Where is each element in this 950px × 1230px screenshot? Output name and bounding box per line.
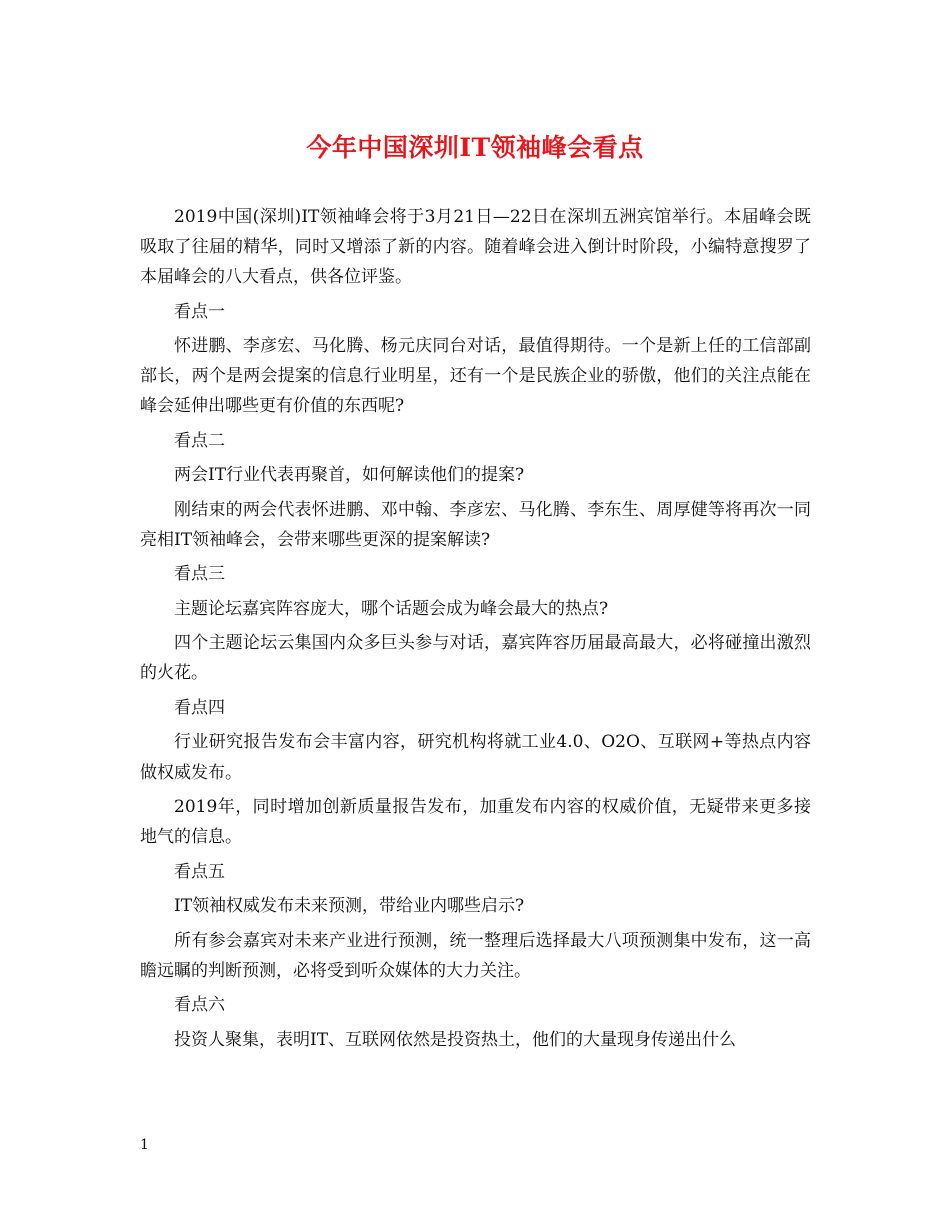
- document-body: [140, 202, 811, 1059]
- section-heading: 看点二: [174, 430, 225, 451]
- paragraph: 主题论坛嘉宾阵容庞大，哪个话题会成为峰会最大的热点?: [174, 598, 609, 619]
- page-number: 1: [140, 1137, 149, 1153]
- paragraph: 行业研究报告发布会丰富内容，研究机构将就工业4.0、O2O、互联网+等热点内容做权威发布。: [140, 732, 811, 783]
- paragraph: 投资人聚集，表明IT、互联网依然是投资热土，他们的大量现身传递出什么: [174, 1029, 737, 1050]
- paragraph: 2019年，同时增加创新质量报告发布，加重发布内容的权威价值，无疑带来更多接地气的信息。: [140, 796, 811, 848]
- page-title: 今年中国深圳IT领袖峰会看点: [306, 133, 644, 162]
- paragraph: 两会IT行业代表再聚首，如何解读他们的提案?: [174, 465, 525, 486]
- paragraph: 2019中国(深圳)IT领袖峰会将于3月21日—22日在深圳五洲宾馆举行。本届峰会既吸取了往届的精华，同时又增添了新的内容。随着峰会进入倒计时阶段，小编特意搜罗了本届峰会的八大看点，供各位评鉴。: [140, 207, 811, 288]
- paragraph: IT领袖权威发布未来预测，带给业内哪些启示?: [174, 896, 525, 917]
- paragraph: 四个主题论坛云集国内众多巨头参与对话，嘉宾阵容历届最高最大，必将碰撞出激烈的火花。: [140, 633, 811, 684]
- section-heading: 看点一: [174, 301, 225, 322]
- section-heading: 看点五: [174, 861, 225, 882]
- paragraph: 怀进鹏、李彦宏、马化腾、杨元庆同台对话，最值得期待。一个是新上任的工信部副部长，两个是两会提案的信息行业明星，还有一个是民族企业的骄傲，他们的关注点能在峰会延伸出哪些更有价值的东西呢?: [140, 336, 811, 417]
- paragraph: 刚结束的两会代表怀进鹏、邓中翰、李彦宏、马化腾、李东生、周厚健等将再次一同亮相IT领袖峰会，会带来哪些更深的提案解读?: [140, 499, 811, 550]
- section-heading: 看点三: [174, 564, 225, 585]
- paragraph: 所有参会嘉宾对未来产业进行预测，统一整理后选择最大八项预测集中发布，这一高瞻远瞩的判断预测，必将受到听众媒体的大力关注。: [140, 930, 811, 981]
- section-heading: 看点四: [174, 697, 225, 718]
- section-heading: 看点六: [174, 995, 225, 1016]
